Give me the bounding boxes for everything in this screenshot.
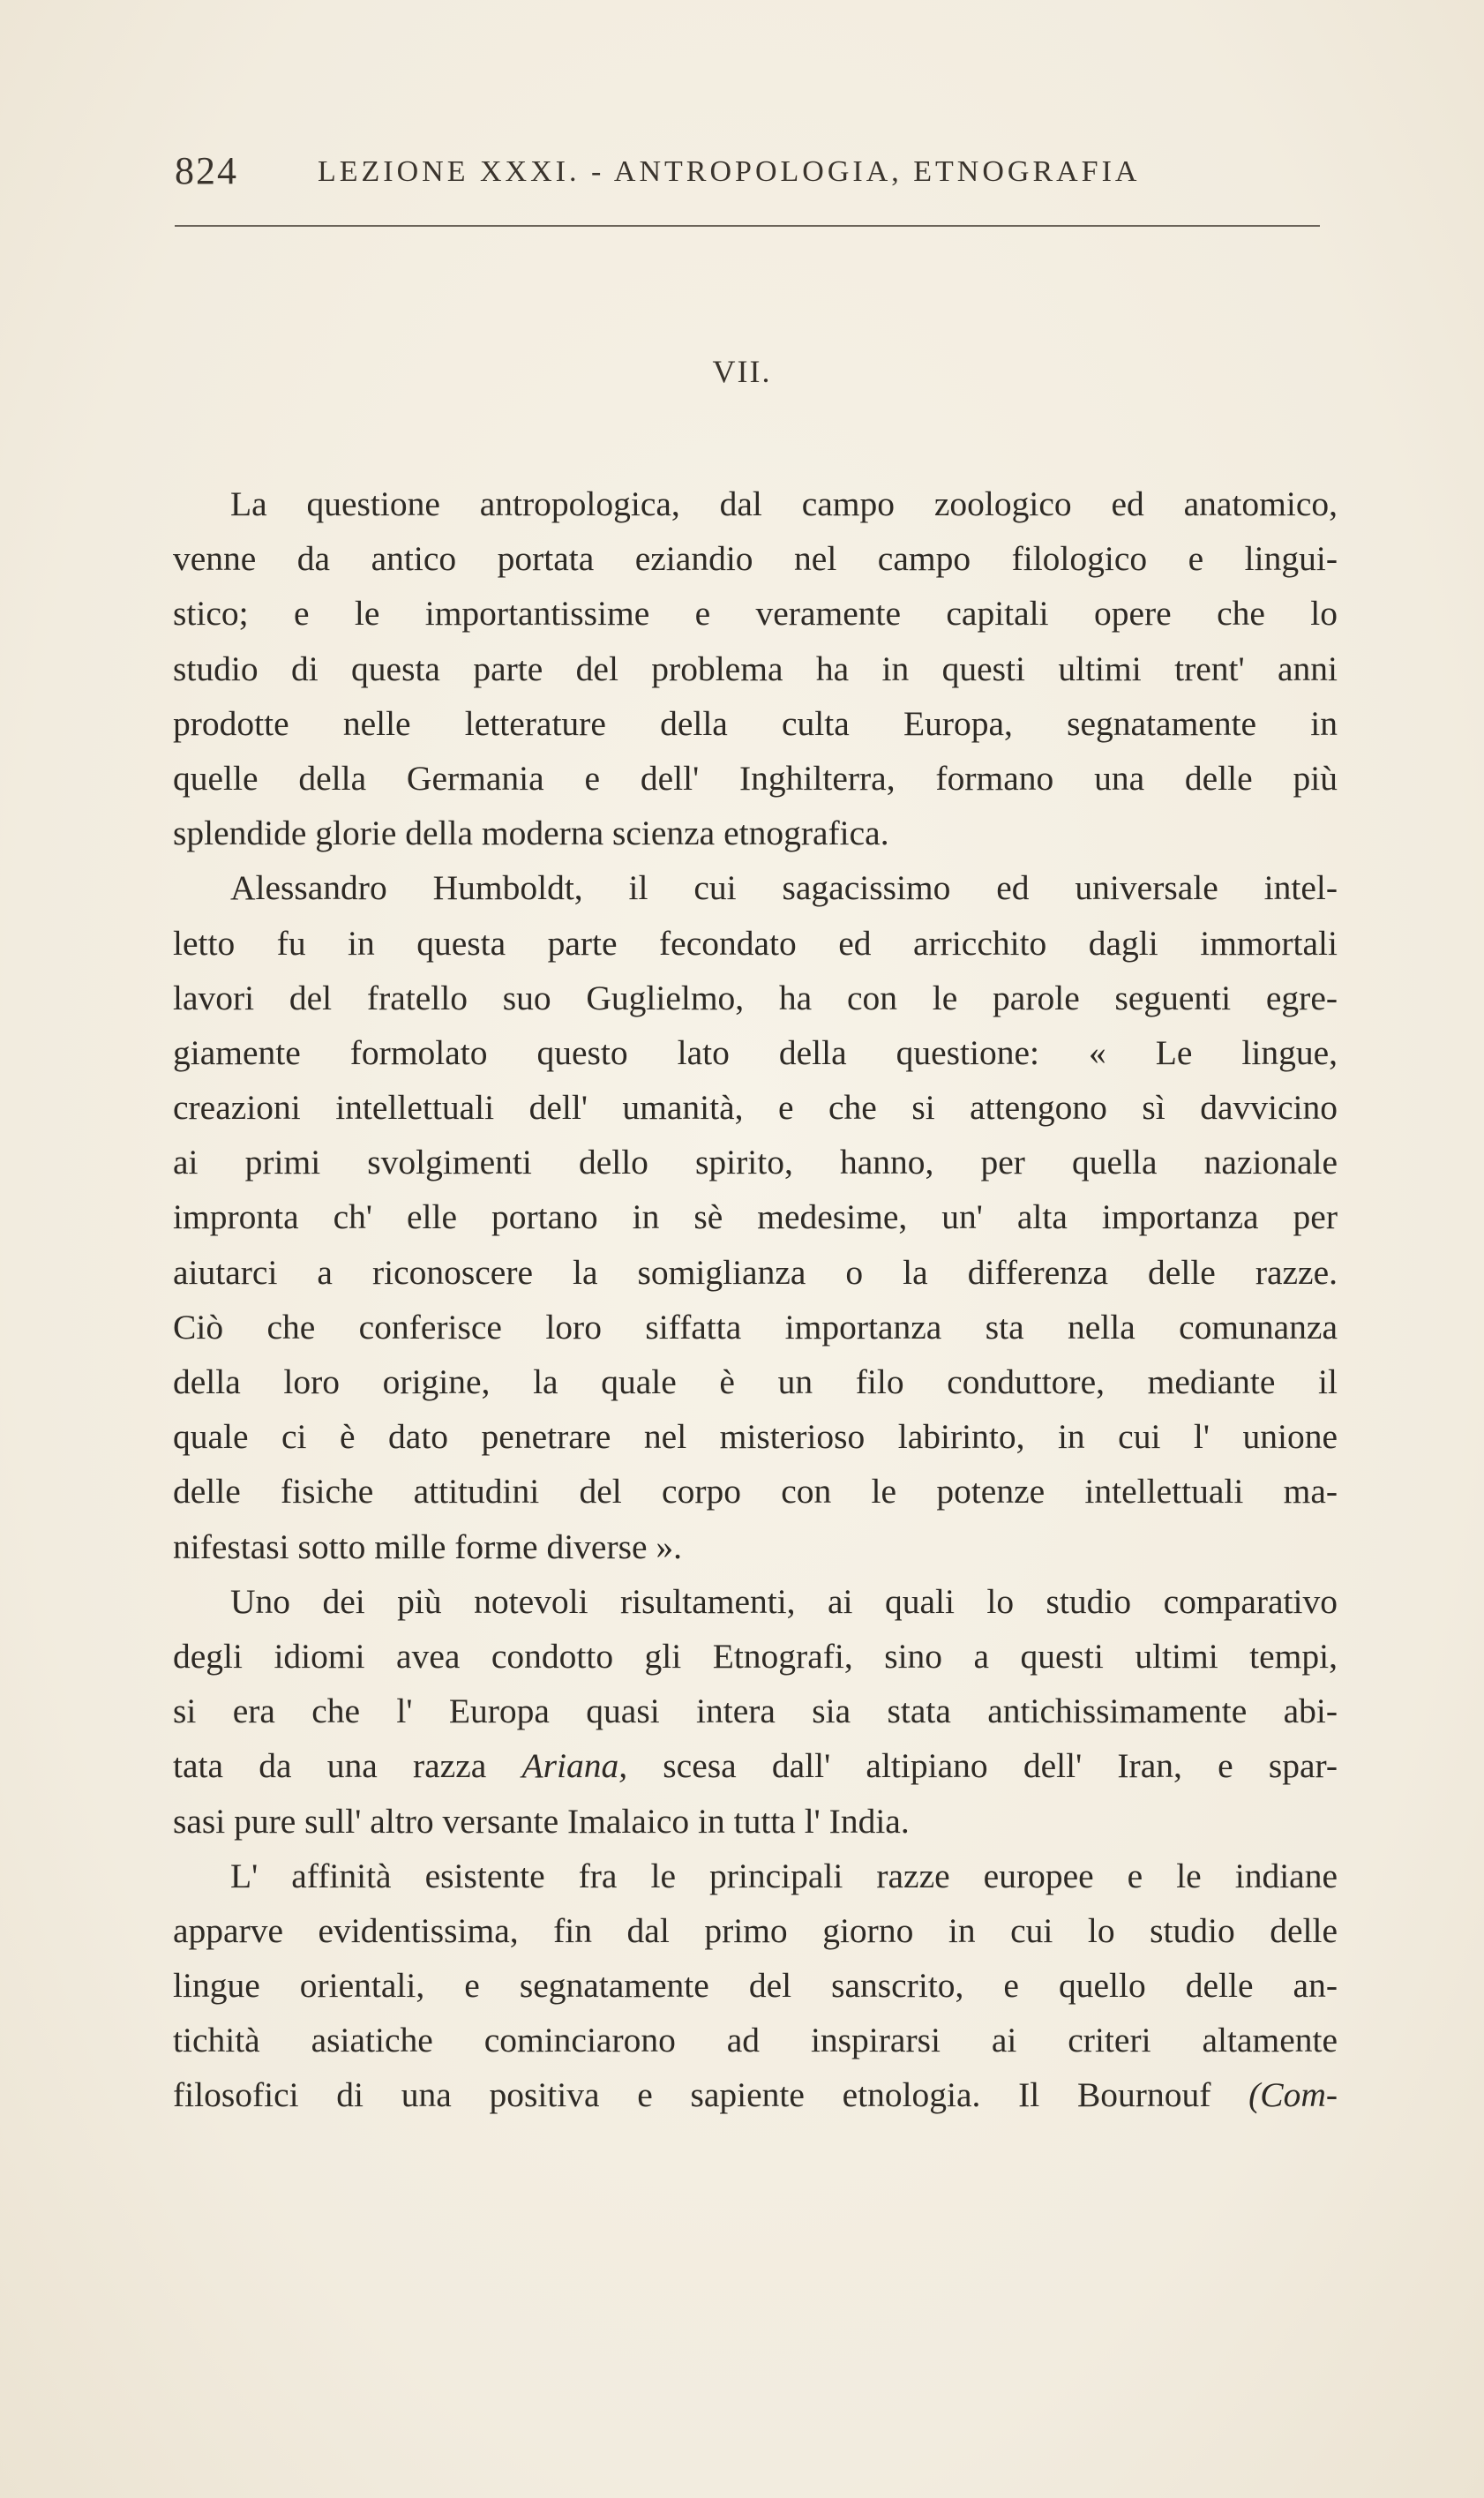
text-line: Alessandro Humboldt, il cui sagacissimo ed universale intel- (230, 868, 1338, 908)
text-line: La questione antropologica, dal campo zoologico ed anatomico, (230, 484, 1338, 523)
page-number: 824 (175, 149, 238, 192)
text-line: quelle della Germania e dell' Inghilterra, formano una delle più (173, 758, 1338, 798)
text-line: aiutarci a riconoscere la somiglianza o la differenza delle razze. (173, 1252, 1338, 1292)
text-line: si era che l' Europa quasi intera sia stata antichissimamente abi- (173, 1692, 1338, 1731)
italic-term: Ariana, (521, 1746, 628, 1786)
text-line: quale ci è dato penetrare nel misterioso labirinto, in cui l' unione (173, 1417, 1338, 1457)
text-run: scesa dall' altipiano dell' Iran, e spar- (627, 1746, 1338, 1786)
text-line: impronta ch' elle portano in sè medesime, un' alta importanza per (173, 1197, 1338, 1237)
text-line: Ciò che conferisce loro siffatta importanza sta nella comunanza (173, 1307, 1338, 1347)
text-line: prodotte nelle letterature della culta Europa, segnatamente in (173, 703, 1338, 743)
text-line: studio di questa parte del problema ha in questi ultimi trent' anni (173, 649, 1338, 688)
text-line: splendide glorie della moderna scienza etnografica. (173, 814, 889, 853)
text-line: giamente formolato questo lato della questione: « Le lingue, (173, 1032, 1338, 1072)
running-title: LEZIONE XXXI. - ANTROPOLOGIA, ETNOGRAFIA (318, 155, 1141, 188)
body-text (173, 476, 1338, 2123)
italic-citation: (Com- (1248, 2075, 1338, 2115)
text-line: apparve evidentissima, fin dal primo giorno in cui lo studio delle (173, 1910, 1338, 1950)
text-line: ai primi svolgimenti dello spirito, hanno, per quella nazionale (173, 1143, 1338, 1182)
text-line: tichità asiatiche cominciarono ad inspirarsi ai criteri altamente (173, 2021, 1338, 2060)
text-line: delle fisiche attitudini del corpo con le potenze intellettuali ma- (173, 1472, 1338, 1512)
text-run: tata da una razza (173, 1746, 522, 1786)
text-line: lingue orientali, e segnatamente del sanscrito, e quello delle an- (173, 1966, 1338, 2006)
text-line: nifestasi sotto mille forme diverse ». (173, 1527, 683, 1566)
header-rule (175, 225, 1320, 227)
text-line: degli idiomi avea condotto gli Etnografi, sino a questi ultimi tempi, (173, 1636, 1338, 1676)
text-line: stico; e le importantissime e veramente capitali opere che lo (173, 594, 1338, 634)
text-line: letto fu in questa parte fecondato ed arricchito dagli immortali (173, 923, 1338, 963)
text-line: della loro origine, la quale è un filo conduttore, mediante il (173, 1362, 1338, 1401)
text-run: filosofici di una positiva e sapiente etnologia. Il Bournouf (173, 2075, 1249, 2115)
text-line: creazioni intellettuali dell' umanità, e che si attengono sì davvicino (173, 1088, 1338, 1128)
running-head (175, 148, 1322, 201)
text-line: Uno dei più notevoli risultamenti, ai quali lo studio comparativo (230, 1581, 1338, 1621)
text-line: sasi pure sull' altro versante Imalaico in tutta l' India. (173, 1801, 910, 1841)
text-line: lavori del fratello suo Guglielmo, ha con le parole seguenti egre- (173, 978, 1338, 1017)
text-line-with-italic (173, 1738, 1338, 1793)
text-line: L' affinità esistente fra le principali razze europee e le indiane (230, 1856, 1338, 1895)
text-line: venne da antico portata eziandio nel campo filologico e lingui- (173, 539, 1338, 579)
section-number: VII. (712, 354, 772, 389)
text-line-with-italic (173, 2067, 1338, 2122)
